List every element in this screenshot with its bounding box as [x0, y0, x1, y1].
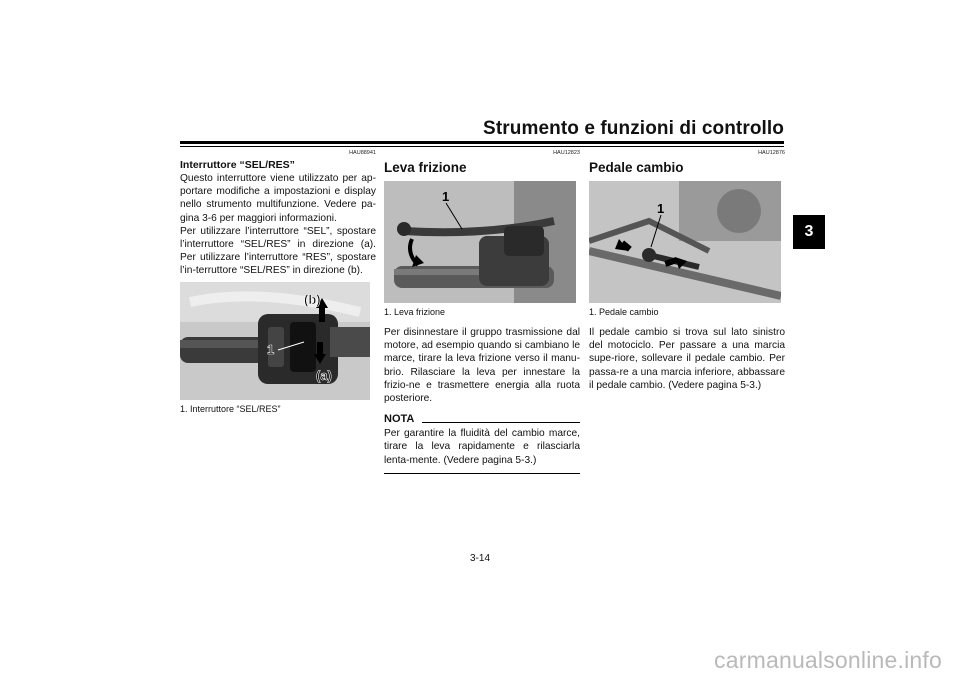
- label-1: 1: [267, 341, 275, 357]
- section-heading: Leva frizione: [384, 160, 467, 175]
- page-number: 3-14: [469, 553, 490, 564]
- watermark: carmanualsonline.info: [714, 647, 942, 673]
- label-a: (a): [316, 367, 332, 383]
- reference-code: HAU12823: [553, 150, 580, 156]
- label-b: (b): [304, 291, 321, 307]
- photo-caption: 1. Pedale cambio: [589, 307, 659, 317]
- label-1: 1: [657, 201, 665, 216]
- photo-caption: 1. Leva frizione: [384, 307, 446, 317]
- section-shift-pedal: [589, 150, 785, 392]
- section-sel-res-switch: [180, 150, 376, 415]
- note-label: NOTA: [384, 413, 415, 426]
- note-text: Per garantire la fluidità del cambio marce, tirare la leva rapidamente e rilasciarla lenta-mente. (Vedere pagina 5-3.): [384, 428, 580, 466]
- header-rule: [180, 141, 784, 144]
- section-heading: Interruttore “SEL/RES”: [180, 159, 295, 171]
- note-header: [384, 413, 580, 425]
- clutch-lever-photo: [384, 181, 576, 303]
- note-end-rule: [384, 473, 580, 474]
- reference-code: HAU12876: [758, 150, 785, 156]
- header-rule-thin: [180, 146, 784, 147]
- paragraph: Il pedale cambio si trova sul lato sinistro del motociclo. Per passare a una marcia supe-riore, sollevare il pedale cambio. Per passa-re a una marcia inferiore, abbassare il pedale cambio. (Vedere pagina 5-3.): [589, 327, 785, 391]
- photo-caption: 1. Interruttore “SEL/RES”: [180, 403, 281, 414]
- reference-code: HAU88941: [349, 150, 376, 156]
- paragraph: Questo interruttore viene utilizzato per ap-portare modifiche a impostazioni e display nello strumento multifunzione. Vedere pa-gina 3-6 per maggiori informazioni.: [180, 173, 376, 224]
- page-header-title: Strumento e funzioni di controllo: [483, 118, 784, 139]
- section-heading: Pedale cambio: [589, 160, 684, 175]
- paragraph: Per utilizzare l’interruttore “SEL”, spostare l’interruttore “SEL/RES” in direzione (a). Per utilizzare l’interruttore “RES”, spostare l’in-terruttore “SEL/RES” in direzione (b).: [180, 225, 376, 277]
- paragraph: Per disinnestare il gruppo trasmissione dal motore, ad esempio quando si cambiano le marce, tirare la leva frizione verso il manu-brio. Rilasciare la leva per innestare la frizio-ne e trasmettere energia alla ruota posteriore.: [384, 327, 580, 405]
- shift-pedal-photo: [589, 181, 781, 303]
- section-clutch-lever: [384, 150, 580, 474]
- label-1: 1: [442, 189, 450, 204]
- sel-res-switch-photo: [180, 282, 370, 400]
- chapter-tab: 3: [793, 215, 825, 249]
- note-rule: [422, 422, 580, 423]
